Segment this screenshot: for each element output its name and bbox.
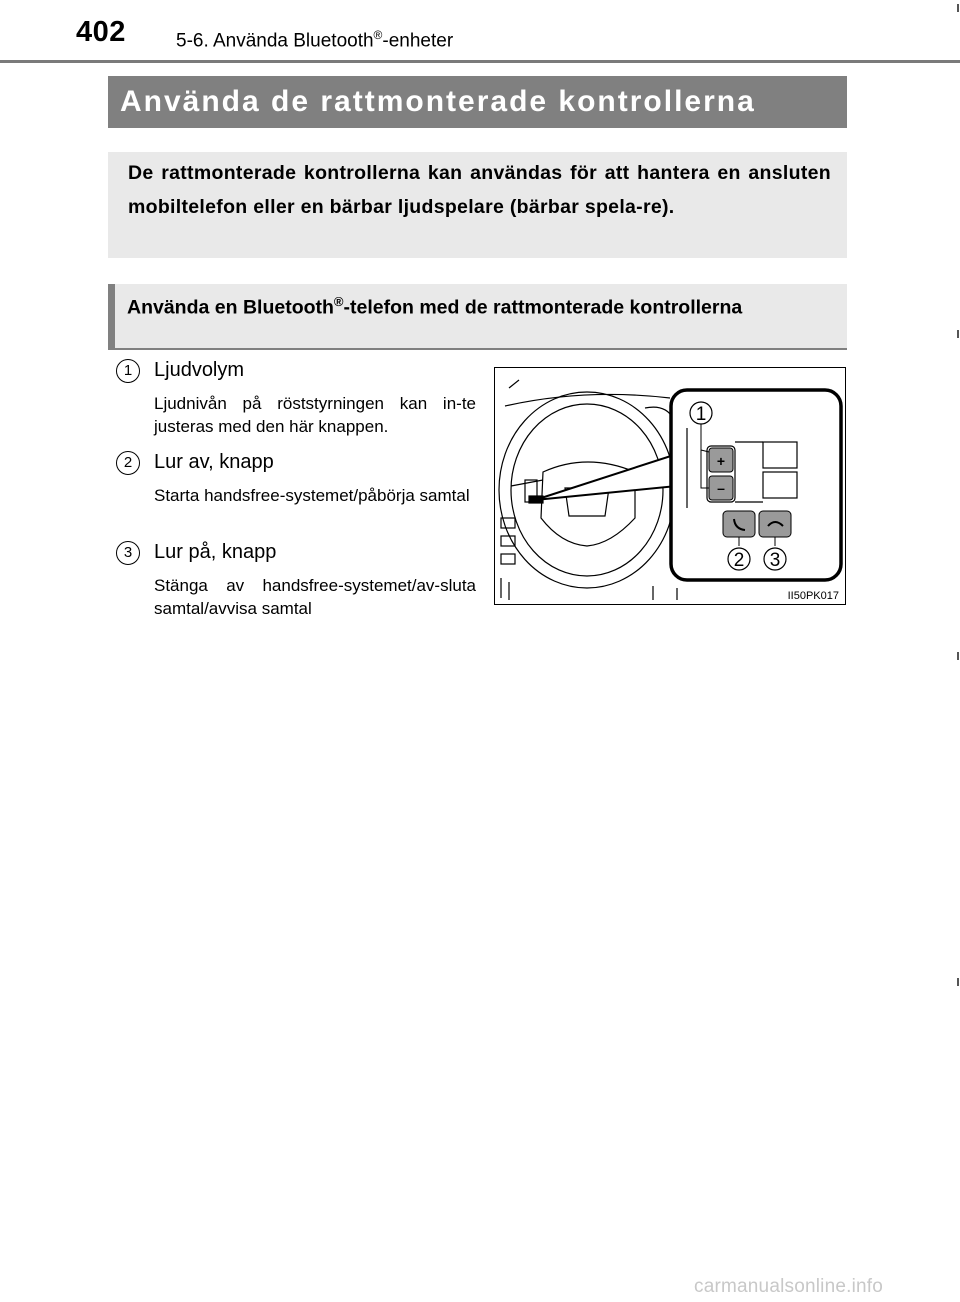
callout-title: Ljudvolym <box>154 359 245 381</box>
subsection-title-text: Använda en Bluetooth <box>127 296 334 319</box>
vent <box>501 554 515 564</box>
figure-label-1: 1 <box>695 404 707 425</box>
subsection-bar <box>108 284 847 350</box>
vent <box>501 536 515 546</box>
volume-plus-label: + <box>716 453 726 469</box>
callout-number: 2 <box>116 451 140 475</box>
margin-tick <box>957 4 959 12</box>
zoom-pointer <box>535 454 677 500</box>
running-header-text: 5-6. Använda Bluetooth <box>176 30 374 52</box>
margin-tick <box>957 330 959 338</box>
callout-number: 3 <box>116 541 140 565</box>
subsection-title-suffix: -telefon med de rattmonterade kontrollerna <box>343 296 743 319</box>
header-rule <box>0 60 960 63</box>
registered-mark: ® <box>373 28 383 42</box>
figure-label-2: 2 <box>733 550 745 571</box>
intro-text: De rattmonterade kontrollerna kan användas för att hantera en ansluten mobiltelefon eller en bärbar ljudspelare (bärbar spela-re). <box>128 162 831 218</box>
steering-wheel-figure <box>494 367 846 605</box>
margin-tick <box>957 978 959 986</box>
callout-number: 1 <box>116 359 140 383</box>
footer-watermark: carmanualsonline.info <box>694 1276 884 1297</box>
subsection-title <box>127 286 847 324</box>
figure-code: II50PK017 <box>787 590 839 602</box>
off-hook-button <box>723 511 755 537</box>
dashboard-line <box>645 407 673 418</box>
page-number: 402 <box>76 16 126 48</box>
margin-tick <box>957 652 959 660</box>
callout-description: Starta handsfree-systemet/påbörja samtal <box>154 486 470 505</box>
intro-box <box>108 152 847 258</box>
callout-title: Lur av, knapp <box>154 451 274 473</box>
callout-item-3 <box>116 540 476 620</box>
registered-mark: ® <box>333 294 344 309</box>
on-hook-button <box>759 511 791 537</box>
dashboard-line <box>509 380 519 388</box>
callout-title: Lur på, knapp <box>154 541 277 563</box>
running-header-suffix: -enheter <box>382 30 454 52</box>
callout-item-2 <box>116 450 476 540</box>
volume-minus-label: – <box>717 480 725 496</box>
figure-label-3: 3 <box>769 550 781 571</box>
callout-description: Stänga av handsfree-systemet/av-sluta samtal/avvisa samtal <box>154 576 476 618</box>
callout-list <box>116 358 476 620</box>
running-header <box>176 28 453 52</box>
callout-description: Ljudnivån på röststyrningen kan in-te justeras med den här knappen. <box>154 394 476 436</box>
steering-wheel-illustration <box>495 368 846 605</box>
callout-item-1 <box>116 358 476 450</box>
section-title: Använda de rattmonterade kontrollerna <box>120 85 756 118</box>
dashboard-line <box>501 578 677 600</box>
section-title-bar <box>108 76 847 128</box>
